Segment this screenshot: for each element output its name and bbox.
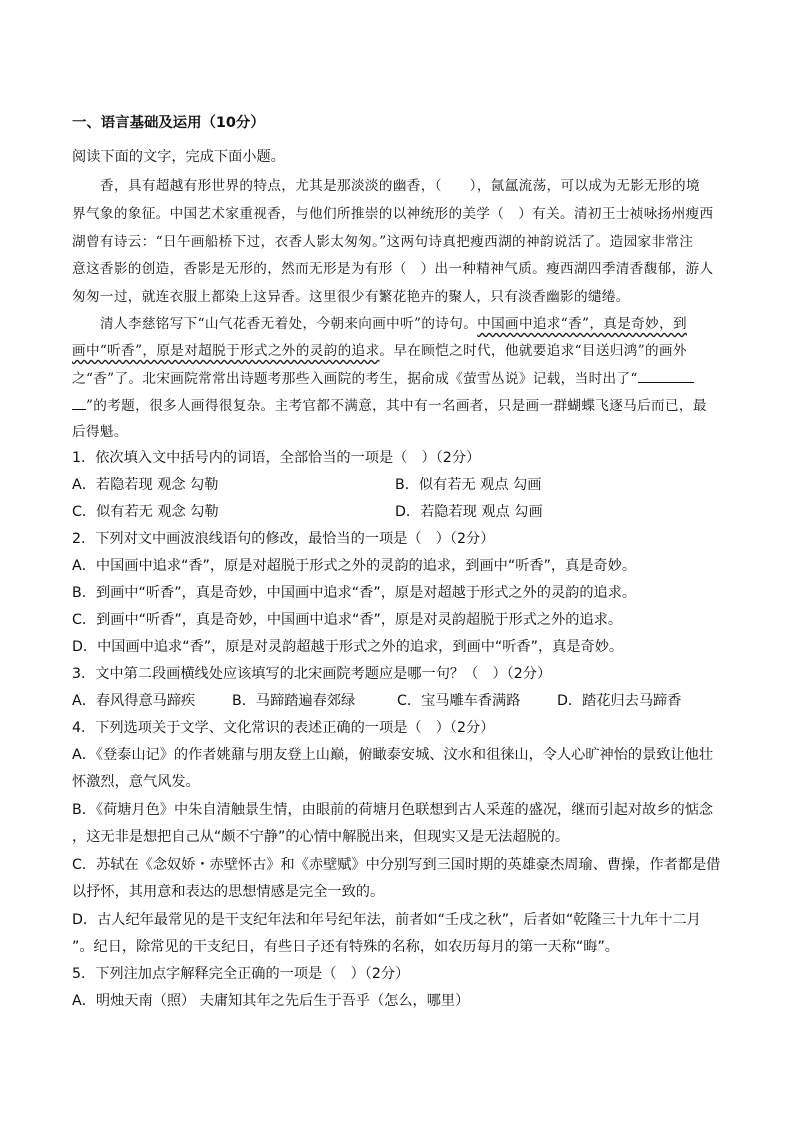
passage-line <box>100 314 687 334</box>
passage-text: 清人李慈铭写下“山气花香无着处，今朝来向画中听”的诗句。 <box>100 316 478 332</box>
wavy-underlined-sentence: 中国画中追求“香”，真是奇妙，到 <box>477 316 687 332</box>
passage-line: 湖曾有诗云：“日午画船桥下过，衣香人影太匆匆。”这两句诗真把瘦西湖的神韵说活了。造园家非常注 <box>72 234 694 250</box>
option-a: A．若隐若现 观念 勾勒 <box>72 477 219 493</box>
answer-blank <box>72 395 86 410</box>
option-c: C．宝马雕车香满路 <box>397 693 521 709</box>
option-d: D．若隐若现 观点 勾画 <box>395 504 543 520</box>
passage-text: ”的考题，很多人画得很复杂。主考官都不满意，其中有一名画者，只是画一群蝴蝶飞逐马后而已，最 <box>86 398 707 414</box>
question-stem: 3．文中第二段画横线处应该填写的北宋画院考题应是哪一句？（ ）（2分） <box>72 666 552 682</box>
reading-instruction: 阅读下面的文字，完成下面小题。 <box>72 149 285 165</box>
passage-line <box>72 368 694 389</box>
passage-line <box>72 341 687 361</box>
option-d: D．中国画中追求“香”，原是对灵韵超越于形式之外的追求，到画中“听香”，真是奇妙。 <box>72 639 624 655</box>
option-b: B．《荷塘月色》中朱自清触景生情，由眼前的荷塘月色联想到古人采莲的盛况，继而引起对故乡的惦念 <box>72 802 714 818</box>
passage-line: 界气象的象征。中国艺术家重视香，与他们所推崇的以神统形的美学（ ）有关。清初王士祯咏扬州瘦西 <box>72 206 714 222</box>
option-row <box>72 502 543 522</box>
passage-line: 香，具有超越有形世界的特点，尤其是那淡淡的幽香，（ ），氤氲流荡，可以成为无影无形的境 <box>100 178 700 194</box>
option-b: B．到画中“听香”，真是奇妙，中国画中追求“香”，原是对超越于形式之外的灵韵的追求。 <box>72 585 637 601</box>
question-stem: 4．下列选项关于文学、文化常识的表述正确的一项是（ ）（2分） <box>72 720 495 736</box>
option-c: C．到画中“听香”，真是奇妙，中国画中追求“香”，原是对灵韵超脱于形式之外的追求。 <box>72 612 623 628</box>
passage-line: 后得魁。 <box>72 424 128 440</box>
passage-line <box>72 395 707 416</box>
option-d-continued: ”。纪日，除常见的干支纪日，有些日子还有特殊的名称，如农历每月的第一天称“晦”。 <box>72 939 619 955</box>
option-a: A．春风得意马蹄疾 <box>72 693 196 709</box>
option-a-continued: 怀激烈，意气风发。 <box>72 774 200 790</box>
passage-line: 匆匆一过，就连衣服上都染上这异香。这里很少有繁花艳卉的聚人，只有淡香幽影的缱绻。 <box>72 289 630 305</box>
option-d: D．古人纪年最常见的是干支纪年法和年号纪年法，前者如“壬戌之秋”，后者如“乾隆三十九年十二月 <box>72 912 701 928</box>
option-d: D．踏花归去马蹄香 <box>557 693 682 709</box>
question-stem: 2．下列对文中画波浪线语句的修改，最恰当的一项是（ ）（2分） <box>72 531 495 547</box>
option-b-continued: ，这无非是想把自己从“颇不宁静”的心情中解脱出来，但现实又是无法超脱的。 <box>72 829 570 845</box>
option-row <box>72 475 542 495</box>
question-stem: 5．下列注加点字解释完全正确的一项是（ ）（2分） <box>72 966 410 982</box>
option-a: A．《登泰山记》的作者姚鼐与朋友登上山巅，俯瞰泰安城、汶水和徂徕山，令人心旷神怡的景致让他壮 <box>72 747 714 763</box>
option-b: B．似有若无 观点 勾画 <box>395 477 542 493</box>
option-a: A．明烛天南（照） 夫庸知其年之先后生于吾乎（怎么，哪里） <box>72 993 470 1009</box>
question-stem: 1．依次填入文中括号内的词语，全部恰当的一项是（ ）（2分） <box>72 450 481 466</box>
section-heading: 一、语言基础及运用（10分） <box>72 115 265 131</box>
wavy-underlined-sentence: 画中“听香”，原是对超脱于形式之外的灵韵的追求 <box>72 343 380 359</box>
option-b: B．马蹄踏遍春郊绿 <box>232 693 356 709</box>
option-c: C．似有若无 观念 勾勒 <box>72 504 219 520</box>
passage-line: 意这香影的创造，香影是无形的，然而无形是为有形（ ）出一种精神气质。瘦西湖四季清香馥郁，游人 <box>72 261 714 277</box>
answer-blank <box>638 368 694 383</box>
passage-text: 。早在顾恺之时代，他就要追求“目送归鸿”的画外 <box>379 343 687 359</box>
option-c-continued: 以抒怀，其用意和表达的思想情感是完全一致的。 <box>72 884 385 900</box>
passage-text: 之“香”了。北宋画院常常出诗题考那些入画院的考生，据俞成《萤雪丛说》记载，当时出了“ <box>72 371 638 387</box>
option-c: C．苏轼在《念奴娇・赤壁怀古》和《赤壁赋》中分别写到三国时期的英雄豪杰周瑜、曹操，作者都是借 <box>72 857 721 873</box>
option-a: A．中国画中追求“香”，原是对超脱于形式之外的灵韵的追求，到画中“听香”，真是奇妙。 <box>72 558 637 574</box>
